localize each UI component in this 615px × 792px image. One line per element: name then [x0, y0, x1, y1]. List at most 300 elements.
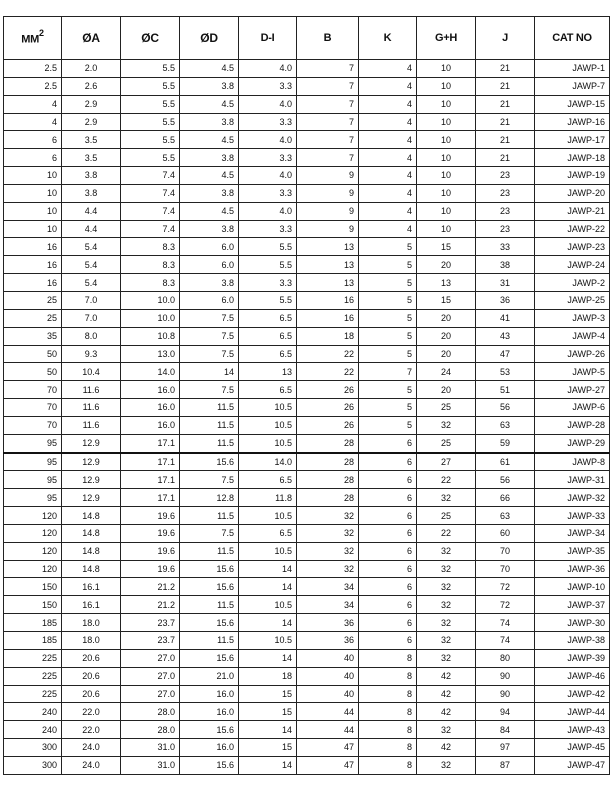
cell-j: 66 — [476, 489, 535, 507]
cell-b: 16 — [297, 309, 359, 327]
cell-gh: 22 — [417, 471, 476, 489]
cell-mm2: 6 — [4, 131, 62, 149]
cell-k: 8 — [359, 649, 417, 667]
table-row — [4, 327, 610, 345]
cell-diameter-c: 19.6 — [121, 542, 180, 560]
cell-diameter-c: 16.0 — [121, 399, 180, 417]
table-row — [4, 434, 610, 452]
cell-diameter-d: 11.5 — [180, 399, 239, 417]
table-row — [4, 77, 610, 95]
cell-k: 4 — [359, 220, 417, 238]
cell-cat-no: JAWP-18 — [535, 149, 610, 167]
table-row — [4, 202, 610, 220]
cell-diameter-d: 6.0 — [180, 291, 239, 309]
cell-diameter-c: 21.2 — [121, 578, 180, 596]
table-row — [4, 489, 610, 507]
cell-gh: 42 — [417, 703, 476, 721]
spec-table — [3, 16, 610, 775]
cell-j: 23 — [476, 220, 535, 238]
cell-diameter-d: 3.8 — [180, 220, 239, 238]
cell-gh: 32 — [417, 560, 476, 578]
cell-diameter-a: 18.0 — [62, 632, 121, 650]
cell-b: 7 — [297, 77, 359, 95]
cell-k: 8 — [359, 685, 417, 703]
cell-diameter-c: 8.3 — [121, 274, 180, 292]
cell-b: 36 — [297, 614, 359, 632]
cell-d1: 6.5 — [239, 327, 297, 345]
cell-diameter-d: 4.5 — [180, 202, 239, 220]
cell-d1: 4.0 — [239, 131, 297, 149]
cell-mm2: 25 — [4, 291, 62, 309]
cell-j: 21 — [476, 60, 535, 78]
cell-j: 70 — [476, 542, 535, 560]
cell-diameter-a: 3.8 — [62, 167, 121, 185]
cell-d1: 10.5 — [239, 596, 297, 614]
cell-gh: 20 — [417, 327, 476, 345]
cell-b: 9 — [297, 220, 359, 238]
cell-j: 59 — [476, 434, 535, 452]
header-diameter-a: ØA — [62, 17, 121, 60]
cell-mm2: 225 — [4, 649, 62, 667]
cell-mm2: 16 — [4, 256, 62, 274]
cell-k: 5 — [359, 327, 417, 345]
cell-k: 4 — [359, 167, 417, 185]
cell-j: 84 — [476, 721, 535, 739]
cell-gh: 20 — [417, 381, 476, 399]
cell-cat-no: JAWP-46 — [535, 667, 610, 685]
cell-k: 6 — [359, 632, 417, 650]
cell-mm2: 4 — [4, 95, 62, 113]
cell-d1: 3.3 — [239, 274, 297, 292]
cell-d1: 5.5 — [239, 256, 297, 274]
cell-cat-no: JAWP-3 — [535, 309, 610, 327]
cell-mm2: 16 — [4, 274, 62, 292]
cell-diameter-c: 19.6 — [121, 560, 180, 578]
cell-diameter-d: 3.8 — [180, 77, 239, 95]
cell-d1: 14 — [239, 649, 297, 667]
cell-diameter-a: 14.8 — [62, 524, 121, 542]
cell-mm2: 95 — [4, 489, 62, 507]
cell-cat-no: JAWP-43 — [535, 721, 610, 739]
cell-b: 44 — [297, 703, 359, 721]
cell-cat-no: JAWP-44 — [535, 703, 610, 721]
cell-k: 8 — [359, 721, 417, 739]
cell-diameter-a: 22.0 — [62, 703, 121, 721]
cell-cat-no: JAWP-28 — [535, 416, 610, 434]
cell-cat-no: JAWP-21 — [535, 202, 610, 220]
cell-diameter-d: 15.6 — [180, 578, 239, 596]
cell-mm2: 50 — [4, 345, 62, 363]
cell-j: 70 — [476, 560, 535, 578]
cell-j: 21 — [476, 77, 535, 95]
cell-d1: 3.3 — [239, 113, 297, 131]
cell-diameter-a: 8.0 — [62, 327, 121, 345]
cell-diameter-d: 21.0 — [180, 667, 239, 685]
cell-gh: 10 — [417, 149, 476, 167]
table-row — [4, 274, 610, 292]
cell-gh: 10 — [417, 60, 476, 78]
cell-diameter-a: 7.0 — [62, 309, 121, 327]
cell-cat-no: JAWP-37 — [535, 596, 610, 614]
cell-j: 31 — [476, 274, 535, 292]
cell-diameter-c: 5.5 — [121, 77, 180, 95]
table-row — [4, 184, 610, 202]
cell-diameter-d: 4.5 — [180, 95, 239, 113]
cell-diameter-c: 5.5 — [121, 131, 180, 149]
cell-diameter-c: 23.7 — [121, 632, 180, 650]
cell-cat-no: JAWP-33 — [535, 507, 610, 525]
cell-diameter-a: 10.4 — [62, 363, 121, 381]
cell-diameter-d: 7.5 — [180, 345, 239, 363]
cell-diameter-a: 12.9 — [62, 471, 121, 489]
cell-k: 6 — [359, 578, 417, 596]
cell-gh: 32 — [417, 721, 476, 739]
cell-d1: 6.5 — [239, 381, 297, 399]
cell-d1: 3.3 — [239, 149, 297, 167]
cell-diameter-a: 7.0 — [62, 291, 121, 309]
cell-diameter-a: 2.6 — [62, 77, 121, 95]
cell-diameter-c: 8.3 — [121, 256, 180, 274]
cell-gh: 27 — [417, 453, 476, 471]
cell-mm2: 2.5 — [4, 77, 62, 95]
cell-d1: 15 — [239, 685, 297, 703]
cell-j: 87 — [476, 756, 535, 774]
cell-j: 97 — [476, 739, 535, 757]
cell-diameter-c: 17.1 — [121, 471, 180, 489]
cell-diameter-d: 4.5 — [180, 167, 239, 185]
cell-diameter-a: 11.6 — [62, 381, 121, 399]
table-row — [4, 703, 610, 721]
cell-diameter-c: 8.3 — [121, 238, 180, 256]
cell-diameter-a: 3.5 — [62, 149, 121, 167]
cell-mm2: 95 — [4, 434, 62, 452]
cell-k: 6 — [359, 560, 417, 578]
cell-diameter-d: 7.5 — [180, 327, 239, 345]
cell-cat-no: JAWP-32 — [535, 489, 610, 507]
cell-cat-no: JAWP-1 — [535, 60, 610, 78]
cell-gh: 10 — [417, 95, 476, 113]
header-k: K — [359, 17, 417, 60]
table-row — [4, 256, 610, 274]
cell-b: 26 — [297, 416, 359, 434]
cell-d1: 14.0 — [239, 453, 297, 471]
cell-diameter-d: 7.5 — [180, 524, 239, 542]
cell-diameter-a: 16.1 — [62, 596, 121, 614]
cell-b: 40 — [297, 649, 359, 667]
cell-mm2: 300 — [4, 756, 62, 774]
cell-diameter-c: 7.4 — [121, 202, 180, 220]
cell-b: 13 — [297, 274, 359, 292]
cell-b: 32 — [297, 507, 359, 525]
cell-gh: 32 — [417, 756, 476, 774]
header-j: J — [476, 17, 535, 60]
cell-diameter-d: 15.6 — [180, 560, 239, 578]
cell-diameter-c: 5.5 — [121, 113, 180, 131]
cell-b: 40 — [297, 667, 359, 685]
cell-j: 21 — [476, 113, 535, 131]
cell-diameter-a: 18.0 — [62, 614, 121, 632]
cell-k: 8 — [359, 667, 417, 685]
cell-k: 4 — [359, 77, 417, 95]
cell-diameter-c: 7.4 — [121, 184, 180, 202]
cell-b: 9 — [297, 167, 359, 185]
cell-diameter-d: 14 — [180, 363, 239, 381]
cell-diameter-a: 11.6 — [62, 399, 121, 417]
cell-cat-no: JAWP-39 — [535, 649, 610, 667]
cell-diameter-a: 9.3 — [62, 345, 121, 363]
table-row — [4, 756, 610, 774]
cell-mm2: 10 — [4, 220, 62, 238]
cell-k: 6 — [359, 489, 417, 507]
cell-cat-no: JAWP-5 — [535, 363, 610, 381]
cell-k: 6 — [359, 542, 417, 560]
cell-mm2: 120 — [4, 542, 62, 560]
cell-cat-no: JAWP-30 — [535, 614, 610, 632]
cell-diameter-d: 11.5 — [180, 416, 239, 434]
cell-j: 36 — [476, 291, 535, 309]
cell-mm2: 95 — [4, 453, 62, 471]
cell-k: 7 — [359, 363, 417, 381]
cell-k: 4 — [359, 184, 417, 202]
table-row — [4, 113, 610, 131]
cell-diameter-d: 16.0 — [180, 703, 239, 721]
cell-d1: 5.5 — [239, 238, 297, 256]
cell-gh: 32 — [417, 416, 476, 434]
cell-mm2: 35 — [4, 327, 62, 345]
cell-b: 7 — [297, 113, 359, 131]
cell-diameter-c: 5.5 — [121, 149, 180, 167]
cell-b: 32 — [297, 560, 359, 578]
cell-j: 38 — [476, 256, 535, 274]
cell-mm2: 225 — [4, 685, 62, 703]
cell-b: 22 — [297, 345, 359, 363]
cell-b: 7 — [297, 149, 359, 167]
table-row — [4, 471, 610, 489]
cell-mm2: 240 — [4, 703, 62, 721]
cell-diameter-c: 28.0 — [121, 721, 180, 739]
cell-gh: 42 — [417, 739, 476, 757]
cell-mm2: 95 — [4, 471, 62, 489]
cell-b: 13 — [297, 256, 359, 274]
table-row — [4, 596, 610, 614]
cell-mm2: 2.5 — [4, 60, 62, 78]
cell-d1: 14 — [239, 560, 297, 578]
cell-d1: 10.5 — [239, 632, 297, 650]
cell-diameter-c: 19.6 — [121, 524, 180, 542]
cell-j: 23 — [476, 184, 535, 202]
cell-cat-no: JAWP-24 — [535, 256, 610, 274]
cell-diameter-d: 11.5 — [180, 507, 239, 525]
header-b: B — [297, 17, 359, 60]
cell-diameter-d: 4.5 — [180, 60, 239, 78]
cell-diameter-a: 20.6 — [62, 649, 121, 667]
cell-gh: 20 — [417, 309, 476, 327]
cell-diameter-a: 16.1 — [62, 578, 121, 596]
cell-gh: 42 — [417, 667, 476, 685]
cell-mm2: 70 — [4, 416, 62, 434]
cell-b: 28 — [297, 453, 359, 471]
cell-k: 6 — [359, 524, 417, 542]
cell-cat-no: JAWP-35 — [535, 542, 610, 560]
cell-mm2: 120 — [4, 560, 62, 578]
table-row — [4, 721, 610, 739]
cell-k: 4 — [359, 60, 417, 78]
cell-diameter-d: 7.5 — [180, 309, 239, 327]
cell-diameter-c: 31.0 — [121, 756, 180, 774]
cell-k: 6 — [359, 614, 417, 632]
cell-diameter-c: 27.0 — [121, 649, 180, 667]
cell-diameter-d: 15.6 — [180, 756, 239, 774]
table-row — [4, 578, 610, 596]
cell-j: 23 — [476, 167, 535, 185]
table-row — [4, 149, 610, 167]
table-row — [4, 542, 610, 560]
cell-k: 5 — [359, 238, 417, 256]
cell-mm2: 300 — [4, 739, 62, 757]
cell-b: 32 — [297, 542, 359, 560]
cell-mm2: 185 — [4, 614, 62, 632]
cell-diameter-d: 16.0 — [180, 685, 239, 703]
cell-j: 56 — [476, 471, 535, 489]
table-row — [4, 614, 610, 632]
table-row — [4, 524, 610, 542]
cell-b: 7 — [297, 95, 359, 113]
cell-gh: 22 — [417, 524, 476, 542]
cell-gh: 10 — [417, 184, 476, 202]
cell-diameter-d: 12.8 — [180, 489, 239, 507]
cell-cat-no: JAWP-25 — [535, 291, 610, 309]
cell-k: 6 — [359, 471, 417, 489]
cell-gh: 24 — [417, 363, 476, 381]
cell-diameter-a: 2.9 — [62, 95, 121, 113]
cell-mm2: 50 — [4, 363, 62, 381]
cell-d1: 10.5 — [239, 416, 297, 434]
cell-diameter-a: 20.6 — [62, 685, 121, 703]
cell-j: 56 — [476, 399, 535, 417]
cell-d1: 14 — [239, 756, 297, 774]
cell-diameter-a: 5.4 — [62, 256, 121, 274]
cell-cat-no: JAWP-47 — [535, 756, 610, 774]
cell-diameter-d: 15.6 — [180, 721, 239, 739]
cell-d1: 3.3 — [239, 77, 297, 95]
cell-j: 72 — [476, 596, 535, 614]
cell-j: 51 — [476, 381, 535, 399]
cell-diameter-a: 3.8 — [62, 184, 121, 202]
cell-d1: 4.0 — [239, 202, 297, 220]
cell-cat-no: JAWP-17 — [535, 131, 610, 149]
cell-diameter-c: 7.4 — [121, 167, 180, 185]
cell-diameter-c: 5.5 — [121, 60, 180, 78]
table-row — [4, 632, 610, 650]
cell-cat-no: JAWP-34 — [535, 524, 610, 542]
cell-j: 21 — [476, 149, 535, 167]
cell-d1: 10.5 — [239, 399, 297, 417]
header-diameter-d: ØD — [180, 17, 239, 60]
cell-diameter-c: 21.2 — [121, 596, 180, 614]
cell-d1: 5.5 — [239, 291, 297, 309]
cell-mm2: 150 — [4, 596, 62, 614]
cell-gh: 10 — [417, 77, 476, 95]
cell-b: 7 — [297, 131, 359, 149]
cell-gh: 32 — [417, 578, 476, 596]
cell-gh: 32 — [417, 489, 476, 507]
cell-k: 5 — [359, 256, 417, 274]
cell-diameter-a: 3.5 — [62, 131, 121, 149]
cell-b: 26 — [297, 399, 359, 417]
cell-k: 5 — [359, 381, 417, 399]
cell-diameter-a: 12.9 — [62, 453, 121, 471]
cell-d1: 3.3 — [239, 184, 297, 202]
table-row — [4, 131, 610, 149]
cell-diameter-d: 15.6 — [180, 649, 239, 667]
cell-j: 63 — [476, 416, 535, 434]
cell-b: 28 — [297, 489, 359, 507]
cell-b: 36 — [297, 632, 359, 650]
cell-diameter-c: 14.0 — [121, 363, 180, 381]
cell-cat-no: JAWP-42 — [535, 685, 610, 703]
cell-k: 5 — [359, 309, 417, 327]
cell-k: 5 — [359, 274, 417, 292]
cell-j: 94 — [476, 703, 535, 721]
cell-b: 34 — [297, 578, 359, 596]
cell-mm2: 185 — [4, 632, 62, 650]
cell-cat-no: JAWP-6 — [535, 399, 610, 417]
cell-diameter-d: 11.5 — [180, 596, 239, 614]
cell-j: 74 — [476, 632, 535, 650]
cell-cat-no: JAWP-2 — [535, 274, 610, 292]
cell-diameter-d: 15.6 — [180, 453, 239, 471]
cell-d1: 10.5 — [239, 507, 297, 525]
cell-diameter-d: 7.5 — [180, 471, 239, 489]
table-row — [4, 507, 610, 525]
cell-diameter-c: 10.0 — [121, 309, 180, 327]
cell-d1: 13 — [239, 363, 297, 381]
cell-diameter-a: 4.4 — [62, 202, 121, 220]
cell-gh: 10 — [417, 167, 476, 185]
cell-b: 28 — [297, 434, 359, 452]
cell-cat-no: JAWP-29 — [535, 434, 610, 452]
header-cat-no: CAT NO — [535, 17, 610, 60]
cell-cat-no: JAWP-10 — [535, 578, 610, 596]
cell-mm2: 25 — [4, 309, 62, 327]
cell-k: 6 — [359, 596, 417, 614]
cell-mm2: 16 — [4, 238, 62, 256]
cell-diameter-c: 27.0 — [121, 685, 180, 703]
cell-d1: 14 — [239, 721, 297, 739]
cell-b: 28 — [297, 471, 359, 489]
cell-diameter-d: 3.8 — [180, 274, 239, 292]
cell-cat-no: JAWP-36 — [535, 560, 610, 578]
cell-cat-no: JAWP-8 — [535, 453, 610, 471]
table-row — [4, 363, 610, 381]
cell-d1: 6.5 — [239, 524, 297, 542]
cell-diameter-c: 17.1 — [121, 434, 180, 452]
cell-k: 8 — [359, 756, 417, 774]
table-row — [4, 399, 610, 417]
header-diameter-c: ØC — [121, 17, 180, 60]
cell-gh: 25 — [417, 399, 476, 417]
cell-d1: 18 — [239, 667, 297, 685]
cell-diameter-d: 6.0 — [180, 238, 239, 256]
cell-b: 9 — [297, 184, 359, 202]
cell-diameter-c: 16.0 — [121, 416, 180, 434]
cell-j: 53 — [476, 363, 535, 381]
cell-diameter-a: 5.4 — [62, 274, 121, 292]
cell-j: 90 — [476, 685, 535, 703]
cell-k: 8 — [359, 703, 417, 721]
cell-cat-no: JAWP-45 — [535, 739, 610, 757]
cell-b: 22 — [297, 363, 359, 381]
